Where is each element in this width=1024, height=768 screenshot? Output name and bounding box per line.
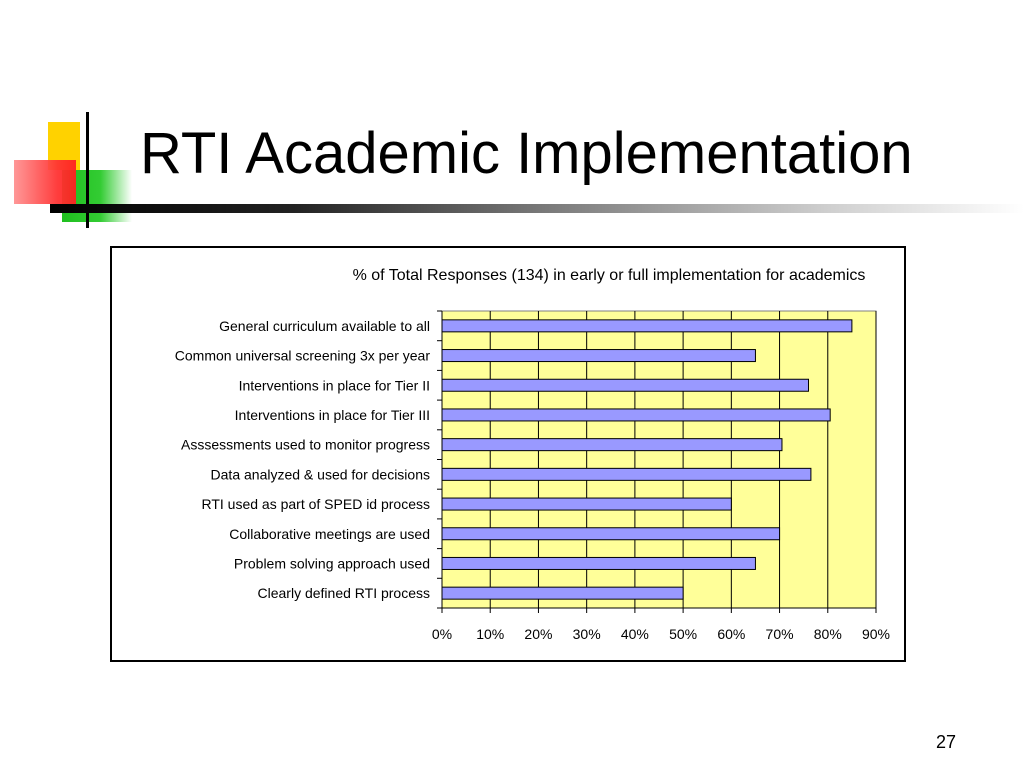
category-label: RTI used as part of SPED id process (201, 496, 430, 513)
x-tick-label: 40% (620, 626, 649, 642)
chart-frame (110, 246, 906, 662)
bar (442, 498, 731, 510)
x-tick-label: 80% (813, 626, 842, 642)
bar (442, 320, 852, 332)
decorative-logo (0, 0, 140, 230)
x-tick-label: 60% (717, 626, 746, 642)
x-tick-label: 20% (524, 626, 553, 642)
category-label: Asssessments used to monitor progress (181, 436, 430, 453)
bar (442, 468, 811, 480)
x-tick-label: 10% (476, 626, 505, 642)
category-label: Interventions in place for Tier III (234, 406, 430, 423)
bar (442, 379, 808, 391)
title-underline-bar (50, 204, 1024, 213)
logo-red-square (14, 160, 76, 204)
category-label: Clearly defined RTI process (257, 585, 430, 602)
bar-chart (112, 248, 904, 660)
x-tick-label: 0% (431, 626, 453, 642)
page-number: 27 (936, 732, 957, 752)
category-label: Problem solving approach used (233, 555, 430, 572)
category-label: Collaborative meetings are used (229, 525, 430, 542)
bar (442, 439, 782, 451)
bar (442, 528, 780, 540)
category-label: Interventions in place for Tier II (238, 377, 430, 394)
slide-title: RTI Academic Implementation (140, 121, 913, 186)
category-label: Common universal screening 3x per year (174, 347, 430, 364)
x-tick-label: 90% (861, 626, 891, 642)
bar (442, 409, 830, 421)
chart-title: % of Total Responses (134) in early or full implementation for academics (352, 267, 866, 284)
bar (442, 350, 755, 362)
bar (442, 587, 683, 599)
category-label: Data analyzed & used for decisions (210, 466, 430, 483)
bar (442, 557, 755, 569)
x-tick-label: 70% (765, 626, 794, 642)
category-label: General curriculum available to all (219, 317, 430, 334)
x-tick-label: 50% (669, 626, 698, 642)
x-tick-label: 30% (572, 626, 601, 642)
